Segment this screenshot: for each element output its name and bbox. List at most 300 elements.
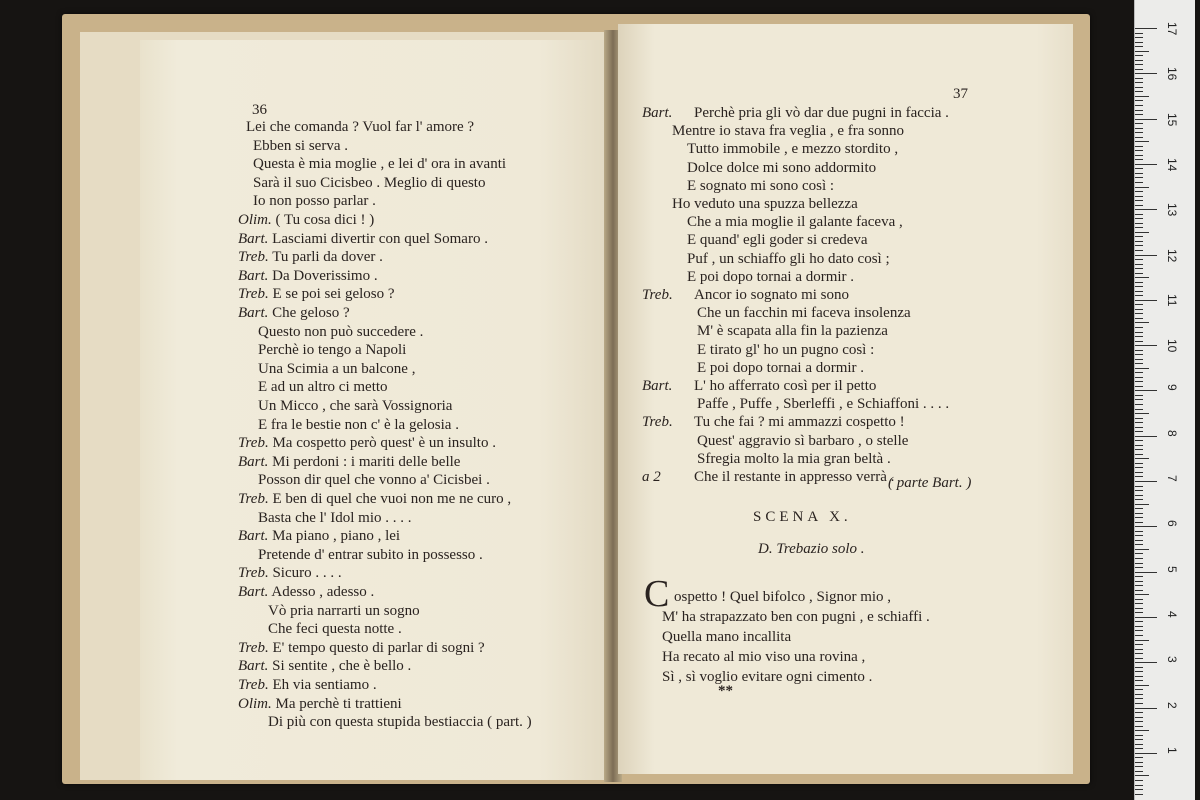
line-text: Quest' aggravio sì barbaro , o stelle bbox=[697, 432, 909, 449]
ruler-tick bbox=[1135, 685, 1149, 686]
ruler-tick bbox=[1135, 540, 1143, 541]
ruler-tick bbox=[1135, 51, 1149, 52]
ruler-tick bbox=[1135, 644, 1143, 645]
ruler-tick bbox=[1135, 164, 1157, 165]
ruler-tick bbox=[1135, 359, 1143, 360]
line-text: Che il restante in appresso verrà . bbox=[694, 469, 895, 485]
ruler-tick bbox=[1135, 205, 1143, 206]
ruler-tick bbox=[1135, 680, 1143, 681]
ruler-number: 8 bbox=[1165, 429, 1179, 437]
line-text: Ma perchè ti trattieni bbox=[275, 695, 402, 712]
speaker-name: Treb. bbox=[238, 286, 269, 303]
left-page bbox=[140, 40, 610, 780]
ruler-tick bbox=[1135, 671, 1143, 672]
ruler-tick bbox=[1135, 78, 1143, 79]
ruler-tick bbox=[1135, 55, 1143, 56]
left-line bbox=[258, 325, 423, 340]
ruler-tick bbox=[1135, 449, 1143, 450]
line-text: Eh via sentiamo . bbox=[272, 677, 377, 693]
right-line bbox=[687, 252, 890, 267]
ruler-tick bbox=[1135, 318, 1143, 319]
right-line bbox=[687, 161, 876, 176]
ruler-tick bbox=[1135, 264, 1143, 265]
line-text: Tutto immobile , e mezzo stordito , bbox=[687, 141, 899, 158]
right-line bbox=[697, 397, 949, 412]
ruler-tick bbox=[1135, 37, 1143, 38]
ruler-tick bbox=[1135, 694, 1143, 695]
left-line bbox=[238, 529, 400, 544]
ruler-tick bbox=[1135, 332, 1143, 333]
ruler-number: 3 bbox=[1165, 656, 1179, 663]
ruler-number: 4 bbox=[1165, 610, 1179, 618]
ruler-tick bbox=[1135, 630, 1143, 631]
ruler-tick bbox=[1135, 544, 1143, 545]
ruler-tick bbox=[1135, 42, 1143, 43]
line-text: Ebben si serva . bbox=[253, 137, 348, 154]
ruler-tick bbox=[1135, 196, 1143, 197]
ruler-tick bbox=[1135, 150, 1143, 151]
line-text: E sognato mi sono così : bbox=[687, 177, 835, 194]
ruler-tick bbox=[1135, 87, 1143, 88]
ruler-number: 12 bbox=[1165, 248, 1179, 262]
ruler-tick bbox=[1135, 146, 1143, 147]
ruler-number: 1 bbox=[1165, 746, 1179, 754]
ruler-tick bbox=[1135, 517, 1143, 518]
ruler-tick bbox=[1135, 313, 1143, 314]
dropcap-letter: C bbox=[644, 573, 670, 615]
ruler-tick bbox=[1135, 794, 1143, 795]
speaker-name: Bart. bbox=[238, 658, 269, 675]
ruler-tick bbox=[1135, 304, 1143, 305]
ruler-tick bbox=[1135, 110, 1143, 111]
ruler-tick bbox=[1135, 458, 1149, 459]
ruler-tick bbox=[1135, 368, 1149, 369]
ruler-tick bbox=[1135, 73, 1157, 74]
ruler-tick bbox=[1135, 658, 1143, 659]
line-text: Io non posso parlar . bbox=[253, 193, 376, 210]
ruler-tick bbox=[1135, 626, 1143, 627]
ruler-tick bbox=[1135, 105, 1143, 106]
line-text: Di più con questa stupida bestiaccia ( part. ) bbox=[268, 714, 532, 731]
left-line bbox=[238, 455, 460, 470]
left-line bbox=[238, 678, 377, 693]
left-line bbox=[238, 659, 411, 674]
right-line bbox=[687, 270, 854, 285]
line-text: Una Scimia a un balcone , bbox=[258, 360, 416, 377]
ruler-tick bbox=[1135, 277, 1149, 278]
ruler-tick bbox=[1135, 354, 1143, 355]
ruler-tick bbox=[1135, 617, 1157, 618]
ruler-tick bbox=[1135, 377, 1143, 378]
ruler-tick bbox=[1135, 409, 1143, 410]
left-line bbox=[258, 511, 412, 526]
ruler-tick bbox=[1135, 748, 1143, 749]
ruler-tick bbox=[1135, 499, 1143, 500]
right-line bbox=[697, 343, 874, 358]
line-text: L' ho afferrato così per il petto bbox=[694, 378, 877, 394]
monologue-line: Sì , sì voglio evitare ogni cimento . bbox=[662, 669, 873, 685]
right-line bbox=[697, 452, 891, 467]
left-line bbox=[253, 139, 348, 154]
speaker-name: Bart. bbox=[238, 453, 269, 470]
ruler-tick bbox=[1135, 603, 1143, 604]
ruler-tick bbox=[1135, 159, 1143, 160]
page-number-right: 37 bbox=[953, 86, 968, 102]
ruler-tick bbox=[1135, 735, 1143, 736]
speaker-name: Treb. bbox=[238, 565, 269, 582]
ruler-tick bbox=[1135, 187, 1149, 188]
line-text: Sarà il suo Cicisbeo . Meglio di questo bbox=[253, 174, 486, 191]
ruler-tick bbox=[1135, 255, 1157, 256]
exit-note: ( parte Bart. ) bbox=[888, 475, 972, 491]
measuring-ruler bbox=[1134, 0, 1195, 800]
ruler-tick bbox=[1135, 553, 1143, 554]
right-line bbox=[687, 142, 898, 157]
ruler-tick bbox=[1135, 712, 1143, 713]
ruler-number: 17 bbox=[1165, 22, 1179, 36]
ruler-tick bbox=[1135, 757, 1143, 758]
line-text: Questo non può succedere . bbox=[258, 323, 424, 340]
line-text: Si sentite , che è bello . bbox=[272, 658, 412, 675]
line-text: Mi perdoni : i mariti delle belle bbox=[272, 453, 461, 470]
ruler-tick bbox=[1135, 703, 1143, 704]
ruler-tick bbox=[1135, 590, 1143, 591]
ruler-tick bbox=[1135, 476, 1143, 477]
left-line bbox=[238, 306, 350, 321]
ruler-tick bbox=[1135, 177, 1143, 178]
ruler-tick bbox=[1135, 436, 1157, 437]
speaker-name: Olim. bbox=[238, 212, 272, 228]
ruler-tick bbox=[1135, 60, 1143, 61]
speaker-name: Bart. bbox=[238, 305, 269, 321]
signature-mark: ** bbox=[718, 683, 733, 699]
ruler-tick bbox=[1135, 730, 1149, 731]
ruler-tick bbox=[1135, 69, 1143, 70]
line-text: Pretende d' entrar subito in possesso . bbox=[258, 546, 483, 563]
ruler-tick bbox=[1135, 526, 1157, 527]
ruler-tick bbox=[1135, 576, 1143, 577]
left-line bbox=[258, 548, 483, 563]
ruler-tick bbox=[1135, 123, 1143, 124]
ruler-tick bbox=[1135, 762, 1143, 763]
left-line bbox=[253, 194, 376, 209]
line-text: Lasciami divertir con quel Somaro . bbox=[272, 230, 488, 247]
ruler-tick bbox=[1135, 744, 1143, 745]
ruler-tick bbox=[1135, 241, 1143, 242]
left-line bbox=[258, 473, 490, 488]
right-line bbox=[697, 324, 888, 339]
line-text: Ma cospetto però quest' è un insulto . bbox=[272, 435, 496, 452]
ruler-tick bbox=[1135, 309, 1143, 310]
ruler-tick bbox=[1135, 495, 1143, 496]
ruler-tick bbox=[1135, 563, 1143, 564]
right-line bbox=[642, 415, 905, 430]
ruler-tick bbox=[1135, 581, 1143, 582]
speaker-name: Bart. bbox=[238, 267, 269, 284]
ruler-tick bbox=[1135, 486, 1143, 487]
ruler-tick bbox=[1135, 585, 1143, 586]
left-line bbox=[238, 232, 488, 247]
ruler-tick bbox=[1135, 635, 1143, 636]
left-line bbox=[238, 641, 485, 656]
ruler-tick bbox=[1135, 350, 1143, 351]
ruler-tick bbox=[1135, 363, 1143, 364]
ruler-tick bbox=[1135, 245, 1143, 246]
line-text: Da Doverissimo . bbox=[272, 267, 378, 284]
ruler-tick bbox=[1135, 191, 1143, 192]
ruler-tick bbox=[1135, 440, 1143, 441]
ruler-tick bbox=[1135, 467, 1143, 468]
ruler-tick bbox=[1135, 386, 1143, 387]
ruler-tick bbox=[1135, 472, 1143, 473]
line-text: Che a mia moglie il galante faceva , bbox=[687, 214, 903, 231]
left-line bbox=[268, 715, 532, 730]
ruler-tick bbox=[1135, 662, 1157, 663]
ruler-number: 15 bbox=[1165, 112, 1179, 126]
line-text: Paffe , Puffe , Sberleffi , e Schiaffoni . . . . bbox=[697, 396, 950, 413]
ruler-number: 13 bbox=[1165, 203, 1179, 217]
speaker-name: Treb. bbox=[238, 249, 269, 266]
ruler-tick bbox=[1135, 399, 1143, 400]
right-line bbox=[672, 124, 904, 139]
ruler-tick bbox=[1135, 100, 1143, 101]
right-line bbox=[642, 106, 949, 121]
monologue-line: M' ha strapazzato ben con pugni , e schiaffi . bbox=[662, 609, 930, 625]
line-text: Sfregia molto la mia gran beltà . bbox=[697, 450, 891, 467]
left-line bbox=[238, 436, 496, 451]
left-line bbox=[238, 585, 374, 600]
left-line bbox=[268, 622, 402, 637]
ruler-tick bbox=[1135, 168, 1143, 169]
line-text: Ancor io sognato mi sono bbox=[694, 287, 849, 303]
ruler-tick bbox=[1135, 422, 1143, 423]
left-line bbox=[238, 213, 374, 228]
ruler-tick bbox=[1135, 789, 1143, 790]
line-text: Puf , un schiaffo gli ho dato così ; bbox=[687, 250, 890, 267]
ruler-tick bbox=[1135, 780, 1143, 781]
line-text: Ho veduto una spuzza bellezza bbox=[672, 196, 858, 212]
right-line bbox=[697, 434, 908, 449]
ruler-tick bbox=[1135, 286, 1143, 287]
line-text: Vò pria narrarti un sogno bbox=[268, 602, 420, 619]
ruler-tick bbox=[1135, 282, 1143, 283]
monologue-line: ospetto ! Quel bifolco , Signor mio , bbox=[674, 589, 892, 605]
ruler-tick bbox=[1135, 726, 1143, 727]
left-line bbox=[253, 176, 485, 191]
line-text: Dolce dolce mi sono addormito bbox=[687, 159, 877, 176]
ruler-tick bbox=[1135, 227, 1143, 228]
right-line bbox=[687, 215, 903, 230]
scene-title: SCENA X. bbox=[753, 509, 852, 525]
line-text: Basta che l' Idol mio . . . . bbox=[258, 509, 412, 526]
ruler-tick bbox=[1135, 689, 1143, 690]
ruler-tick bbox=[1135, 413, 1149, 414]
line-text: Un Micco , che sarà Vossignoria bbox=[258, 398, 453, 414]
line-text: Sicuro . . . . bbox=[272, 565, 342, 582]
ruler-tick bbox=[1135, 336, 1143, 337]
line-text: E se poi sei geloso ? bbox=[272, 286, 395, 303]
ruler-tick bbox=[1135, 273, 1143, 274]
speaker-name: Olim. bbox=[238, 695, 272, 712]
left-line bbox=[238, 697, 402, 712]
speaker-name: Bart. bbox=[642, 105, 673, 121]
ruler-tick bbox=[1135, 431, 1143, 432]
ruler-tick bbox=[1135, 785, 1143, 786]
ruler-tick bbox=[1135, 96, 1149, 97]
ruler-tick bbox=[1135, 259, 1143, 260]
ruler-tick bbox=[1135, 649, 1143, 650]
right-line bbox=[687, 179, 834, 194]
ruler-tick bbox=[1135, 218, 1143, 219]
ruler-tick bbox=[1135, 300, 1157, 301]
speaker-name: Treb. bbox=[238, 435, 269, 452]
ruler-tick bbox=[1135, 223, 1143, 224]
right-line bbox=[672, 197, 858, 212]
line-text: Tu parli da dover . bbox=[272, 249, 383, 266]
line-text: Che feci questa notte . bbox=[268, 621, 402, 638]
ruler-tick bbox=[1135, 490, 1143, 491]
speaker-name: Bart. bbox=[238, 584, 269, 600]
left-line bbox=[238, 250, 383, 265]
ruler-tick bbox=[1135, 708, 1157, 709]
ruler-tick bbox=[1135, 372, 1143, 373]
ruler-tick bbox=[1135, 327, 1143, 328]
ruler-tick bbox=[1135, 341, 1143, 342]
monologue-line: Quella mano incallita bbox=[662, 629, 792, 645]
speaker-name: Bart. bbox=[238, 528, 269, 545]
ruler-tick bbox=[1135, 771, 1143, 772]
line-text: Tu che fai ? mi ammazzi cospetto ! bbox=[694, 414, 905, 431]
line-text: ( Tu cosa dici ! ) bbox=[275, 212, 375, 228]
line-text: Perchè pria gli vò dar due pugni in faccia . bbox=[694, 105, 949, 121]
line-text: Ma piano , piano , lei bbox=[272, 528, 401, 545]
speaker-name: a 2 bbox=[642, 469, 661, 485]
ruler-tick bbox=[1135, 236, 1143, 237]
ruler-tick bbox=[1135, 64, 1143, 65]
left-line bbox=[258, 362, 415, 377]
ruler-tick bbox=[1135, 46, 1143, 47]
line-text: Lei che comanda ? Vuol far l' amore ? bbox=[246, 119, 475, 135]
right-line bbox=[642, 288, 849, 303]
ruler-tick bbox=[1135, 640, 1149, 641]
right-line bbox=[697, 306, 911, 321]
page-number-left: 36 bbox=[252, 102, 267, 118]
ruler-tick bbox=[1135, 418, 1143, 419]
ruler-tick bbox=[1135, 508, 1143, 509]
left-line bbox=[258, 343, 406, 358]
ruler-number: 10 bbox=[1165, 339, 1179, 353]
ruler-tick bbox=[1135, 82, 1143, 83]
ruler-tick bbox=[1135, 137, 1143, 138]
ruler-number: 11 bbox=[1165, 293, 1179, 307]
ruler-tick bbox=[1135, 395, 1143, 396]
ruler-tick bbox=[1135, 454, 1143, 455]
line-text: Che geloso ? bbox=[272, 305, 350, 321]
ruler-number: 6 bbox=[1165, 520, 1179, 527]
ruler-number: 9 bbox=[1165, 384, 1179, 392]
left-line bbox=[258, 418, 459, 433]
ruler-tick bbox=[1135, 155, 1143, 156]
right-line bbox=[697, 361, 864, 376]
speaker-name: Treb. bbox=[642, 287, 673, 303]
ruler-tick bbox=[1135, 522, 1143, 523]
ruler-tick bbox=[1135, 766, 1143, 767]
ruler-tick bbox=[1135, 621, 1143, 622]
line-text: Adesso , adesso . bbox=[271, 584, 375, 600]
ruler-tick bbox=[1135, 481, 1157, 482]
ruler-number: 14 bbox=[1165, 157, 1179, 172]
left-line bbox=[253, 157, 506, 172]
line-text: E fra le bestie non c' è la gelosia . bbox=[258, 416, 459, 433]
left-line bbox=[238, 492, 511, 507]
ruler-number: 16 bbox=[1165, 67, 1179, 81]
speaker-name: Bart. bbox=[642, 378, 673, 394]
right-line bbox=[687, 233, 868, 248]
ruler-tick bbox=[1135, 209, 1157, 210]
line-text: Mentre io stava fra veglia , e fra sonno bbox=[672, 123, 904, 140]
ruler-tick bbox=[1135, 445, 1143, 446]
ruler-tick bbox=[1135, 549, 1149, 550]
ruler-tick bbox=[1135, 295, 1143, 296]
line-text: M' è scapata alla fin la pazienza bbox=[697, 323, 888, 340]
ruler-tick bbox=[1135, 572, 1157, 573]
ruler-tick bbox=[1135, 513, 1143, 514]
left-line bbox=[238, 287, 395, 302]
ruler-tick bbox=[1135, 33, 1143, 34]
right-page bbox=[618, 24, 1073, 774]
ruler-tick bbox=[1135, 250, 1143, 251]
right-line bbox=[642, 379, 876, 394]
line-text: Posson dir quel che vonno a' Cicisbei . bbox=[258, 472, 490, 489]
ruler-tick bbox=[1135, 594, 1149, 595]
ruler-tick bbox=[1135, 114, 1143, 115]
right-line bbox=[642, 470, 894, 485]
monologue-line: Ha recato al mio viso una rovina , bbox=[662, 649, 866, 665]
ruler-number: 5 bbox=[1165, 565, 1179, 573]
ruler-tick bbox=[1135, 232, 1149, 233]
ruler-tick bbox=[1135, 182, 1143, 183]
ruler-tick bbox=[1135, 390, 1157, 391]
ruler-tick bbox=[1135, 345, 1157, 346]
left-line bbox=[238, 269, 378, 284]
ruler-tick bbox=[1135, 775, 1149, 776]
line-text: Perchè io tengo a Napoli bbox=[258, 342, 407, 359]
line-text: E' tempo questo di parlar di sogni ? bbox=[272, 639, 485, 656]
ruler-number: 7 bbox=[1165, 475, 1179, 482]
ruler-tick bbox=[1135, 753, 1157, 754]
scene-subtitle: D. Trebazio solo . bbox=[758, 541, 865, 557]
line-text: E poi dopo tornai a dormir . bbox=[687, 268, 855, 285]
ruler-tick bbox=[1135, 717, 1143, 718]
ruler-tick bbox=[1135, 667, 1143, 668]
ruler-tick bbox=[1135, 653, 1143, 654]
line-text: Questa è mia moglie , e lei d' ora in avanti bbox=[253, 156, 507, 173]
monologue-dropcap bbox=[644, 573, 670, 615]
ruler-tick bbox=[1135, 676, 1143, 677]
speaker-name: Treb. bbox=[642, 414, 673, 431]
speaker-name: Bart. bbox=[238, 230, 269, 247]
left-line bbox=[258, 399, 452, 414]
ruler-tick bbox=[1135, 141, 1149, 142]
ruler-number: 2 bbox=[1165, 701, 1179, 709]
line-text: E ben di quel che vuoi non me ne curo , bbox=[272, 491, 512, 507]
ruler-tick bbox=[1135, 128, 1143, 129]
ruler-tick bbox=[1135, 291, 1143, 292]
line-text: E poi dopo tornai a dormir . bbox=[697, 359, 865, 376]
ruler-tick bbox=[1135, 132, 1143, 133]
ruler-tick bbox=[1135, 567, 1143, 568]
ruler-tick bbox=[1135, 381, 1143, 382]
